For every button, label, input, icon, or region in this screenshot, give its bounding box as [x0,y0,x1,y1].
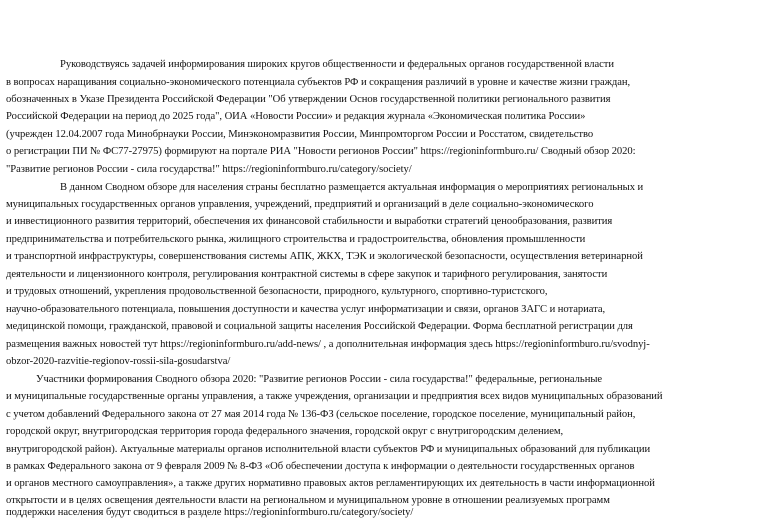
text-line: поддержки населения будут сводиться в разделе https://regioninformburo.ru/category/society/ [6,507,414,518]
text-line: предпринимательства и потребительского рынка, жилищного строительства и градостроительства, обновления промышленности [6,234,586,245]
text-line: и трудовых отношений, укрепления продовольственной безопасности, природного, культурного, спортивно-туристского, [6,286,548,297]
text-line: о регистрации ПИ № ФС77-27975) формируют на портале РИА "Новости регионов России" https://regioninformburo.ru/ Сводный обзор 2020: [6,146,636,157]
text-line: городской округ, внутригородская территория города федерального значения, городской округ с внутригородским делением, [6,426,564,437]
text-line: размещения важных новостей тут https://regioninformburo.ru/add-news/ , а дополнительная информация здесь https://regioninformburo.ru/svodnyj- [6,339,650,350]
text-line: Российской Федерации на период до 2025 года", ОИА «Новости России» и редакция журнала «Экономическая политика России» [6,111,586,122]
text-line: в вопросах наращивания социально-экономического потенциала субъектов РФ и сокращения различий в уровне и качестве жизни граждан, [6,77,631,88]
text-line: муниципальных государственных органов управления, учреждений, предприятий и организаций в деле социально-экономического [6,199,594,210]
text-line: и органов местного самоуправления», а также других нормативно правовых актов регламентирующих их деятельность в части информационной [6,478,655,489]
text-line: научно-образовательного потенциала, повышения доступности и качества услуг информатизации и связи, органов ЗАГС и нотариата, [6,304,606,315]
text-line: деятельности и лицензионного контроля, регулирования контрактной системы в сфере закупок и тарифного регулирования, занятости [6,269,608,280]
text-line: открытости и в целях освещения деятельности власти на региональном и муниципальном уровне в отношении реализуемых программ [6,495,610,506]
text-line: медицинской помощи, гражданской, правовой и социальной защиты населения Российской Федерации. Форма бесплатной регистрации для [6,321,633,332]
text-line: с учетом добавлений Федерального закона от 27 мая 2014 года № 136-ФЗ (сельское поселение, городское поселение, муниципальный район, [6,409,636,420]
text-line: Участники формирования Сводного обзора 2020: "Развитие регионов России - сила государства!" федеральные, региональные [36,374,603,385]
text-line: Руководствуясь задачей информирования широких кругов общественности и федеральных органов государственной власти [60,59,614,70]
text-line: обозначенных в Указе Президента Российской Федерации "Об утверждении Основ государственной политики регионального развития [6,94,611,105]
text-line: и транспортной инфраструктуры, совершенствования системы АПК, ЖКХ, ТЭК и экологической безопасности, осуществления ветеринарной [6,251,643,262]
text-line: obzor-2020-razvitie-regionov-rossii-sila-gosudarstva/ [6,356,231,367]
text-line: и муниципальные государственные органы управления, а также учреждения, организации и предприятия всех видов муниципальных образований [6,391,663,402]
text-line: и инвестиционного развития территорий, обеспечения их финансовой стабильности и выработки стратегий ценообразования, развития [6,216,613,227]
text-line: внутригородской район). Актуальные материалы органов исполнительной власти субъектов РФ и муниципальных образований для публикации [6,444,651,455]
text-line: (учрежден 12.04.2007 года Минобрнауки России, Минэкономразвития России, Минпромторгом России и Росстатом, свидетельство [6,129,594,140]
text-line: "Развитие регионов России - сила государства!" https://regioninformburo.ru/category/society/ [6,164,412,175]
text-line: В данном Сводном обзоре для населения страны бесплатно размещается актуальная информация о мероприятиях региональных и [60,182,644,193]
text-line: в рамках Федерального закона от 9 февраля 2009 № 8-ФЗ «Об обеспечении доступа к информации о деятельности государственных органов [6,461,635,472]
